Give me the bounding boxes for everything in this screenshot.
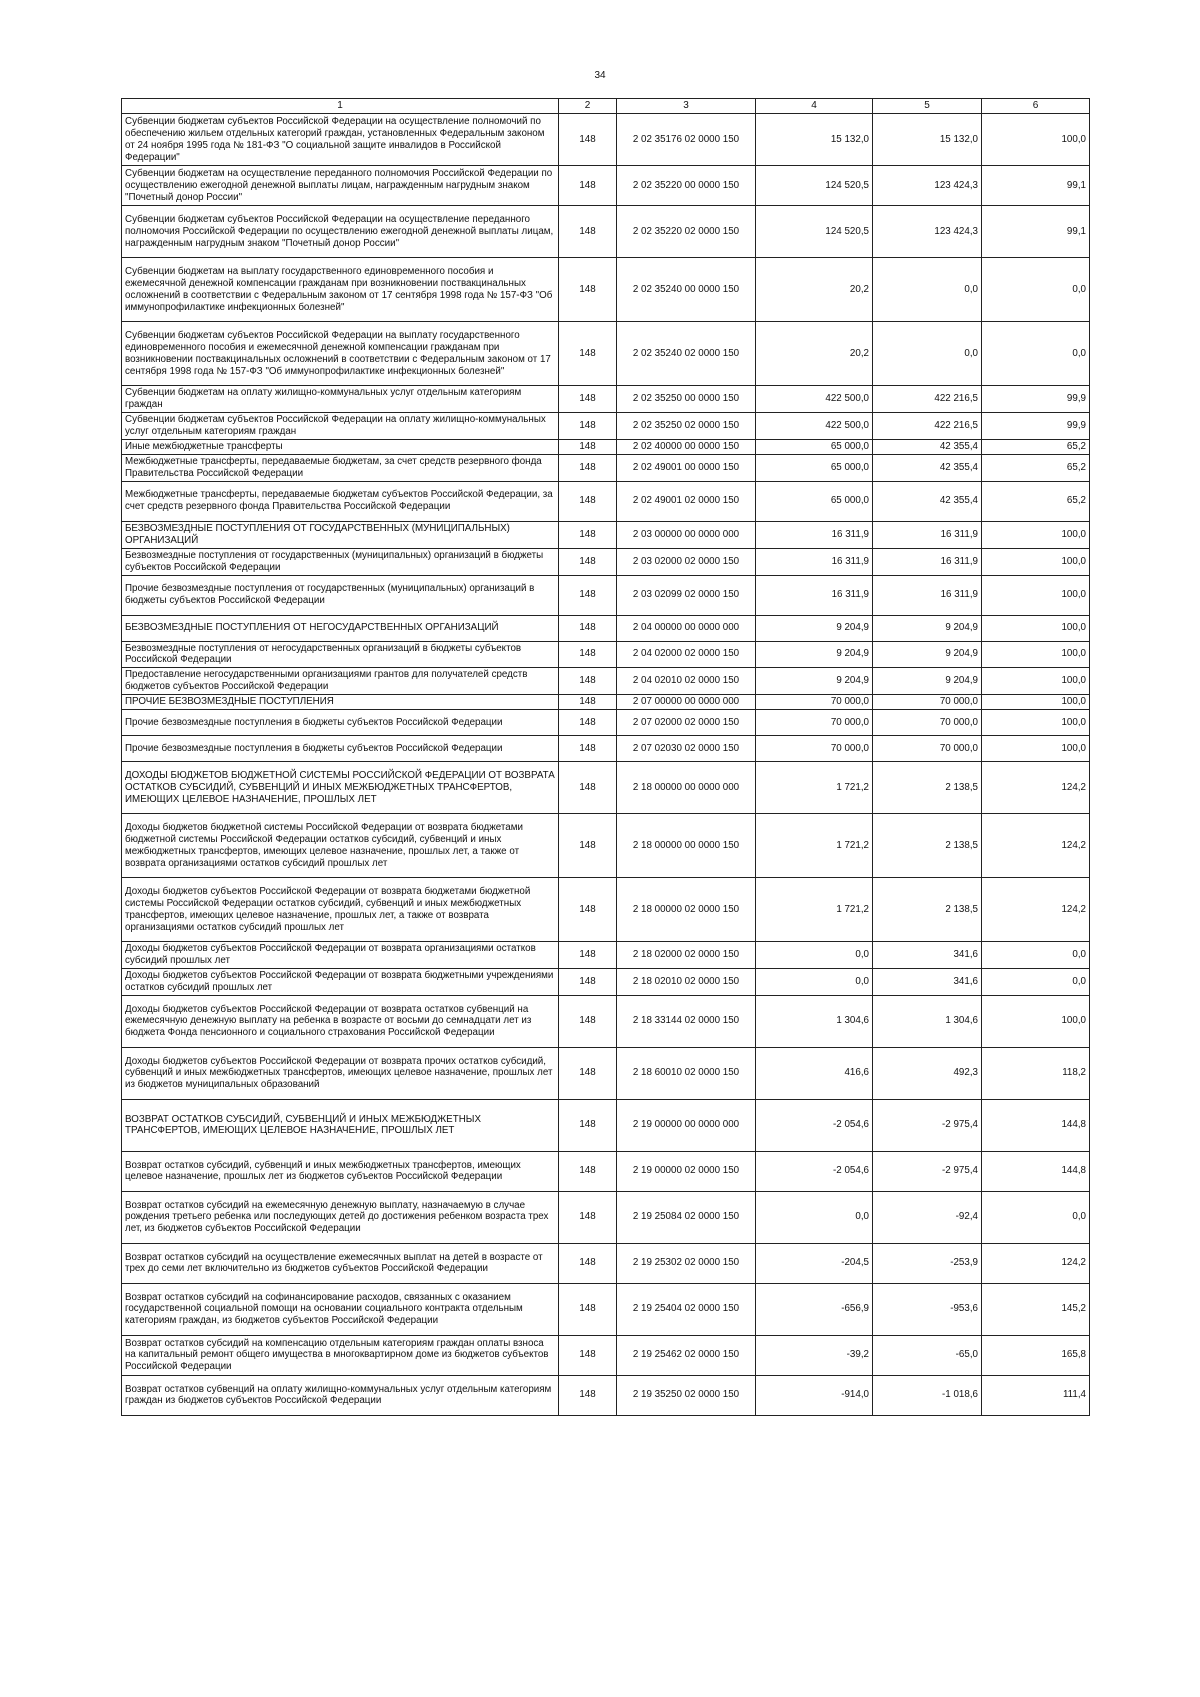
table-row [122, 1151, 1090, 1191]
row-name-cell: Возврат остатков субсидий на ежемесячную денежную выплату, назначаемую в случае рождения третьего ребенка или последующих детей до достижения ребенком возраста трех лет, из бюджетов субъектов Российской Федерации [122, 1191, 559, 1243]
table-row [122, 710, 1090, 736]
row-planned-cell: 0,0 [756, 942, 873, 969]
row-name-cell: Прочие безвозмездные поступления от государственных (муниципальных) организаций в бюджеты субъектов Российской Федерации [122, 575, 559, 615]
table-row [122, 1375, 1090, 1415]
row-name-cell: Субвенции бюджетам субъектов Российской Федерации на оплату жилищно-коммунальных услуг отдельным категориям граждан [122, 413, 559, 440]
row-actual-cell: 422 216,5 [873, 413, 982, 440]
row-admin-cell: 148 [559, 1191, 617, 1243]
row-code-cell: 2 18 60010 02 0000 150 [617, 1047, 756, 1099]
row-name-cell: Межбюджетные трансферты, передаваемые бюджетам субъектов Российской Федерации, за счет средств резервного фонда Правительства Российской Федерации [122, 481, 559, 521]
table-row [122, 1335, 1090, 1375]
row-planned-cell: -39,2 [756, 1335, 873, 1375]
row-percent-cell: 124,2 [982, 814, 1090, 878]
row-actual-cell: 70 000,0 [873, 695, 982, 710]
row-percent-cell: 99,1 [982, 166, 1090, 206]
row-admin-cell: 148 [559, 575, 617, 615]
row-planned-cell: 15 132,0 [756, 114, 873, 166]
row-percent-cell: 100,0 [982, 668, 1090, 695]
table-row [122, 615, 1090, 641]
row-code-cell: 2 18 02000 02 0000 150 [617, 942, 756, 969]
row-planned-cell: 0,0 [756, 969, 873, 996]
row-planned-cell: -914,0 [756, 1375, 873, 1415]
row-code-cell: 2 03 00000 00 0000 000 [617, 521, 756, 548]
row-actual-cell: 70 000,0 [873, 710, 982, 736]
row-admin-cell: 148 [559, 695, 617, 710]
table-row [122, 668, 1090, 695]
row-name-cell: Иные межбюджетные трансферты [122, 439, 559, 454]
row-admin-cell: 148 [559, 762, 617, 814]
table-row [122, 206, 1090, 258]
row-admin-cell: 148 [559, 814, 617, 878]
row-percent-cell: 99,1 [982, 206, 1090, 258]
table-row [122, 878, 1090, 942]
row-planned-cell: 16 311,9 [756, 575, 873, 615]
table-row [122, 695, 1090, 710]
row-actual-cell: 0,0 [873, 258, 982, 322]
row-admin-cell: 148 [559, 1283, 617, 1335]
row-planned-cell: 1 304,6 [756, 995, 873, 1047]
row-percent-cell: 0,0 [982, 258, 1090, 322]
column-number-header-row [122, 99, 1090, 114]
row-code-cell: 2 07 00000 00 0000 000 [617, 695, 756, 710]
row-code-cell: 2 04 02000 02 0000 150 [617, 641, 756, 668]
row-planned-cell: -656,9 [756, 1283, 873, 1335]
row-actual-cell: -2 975,4 [873, 1151, 982, 1191]
row-admin-cell: 148 [559, 942, 617, 969]
row-planned-cell: 20,2 [756, 322, 873, 386]
row-code-cell: 2 02 49001 00 0000 150 [617, 454, 756, 481]
row-code-cell: 2 07 02000 02 0000 150 [617, 710, 756, 736]
row-percent-cell: 100,0 [982, 736, 1090, 762]
table-row [122, 995, 1090, 1047]
row-actual-cell: 16 311,9 [873, 521, 982, 548]
row-code-cell: 2 02 35220 02 0000 150 [617, 206, 756, 258]
row-admin-cell: 148 [559, 1099, 617, 1151]
row-percent-cell: 100,0 [982, 615, 1090, 641]
row-percent-cell: 65,2 [982, 454, 1090, 481]
row-admin-cell: 148 [559, 668, 617, 695]
row-actual-cell: -2 975,4 [873, 1099, 982, 1151]
row-code-cell: 2 18 00000 02 0000 150 [617, 878, 756, 942]
row-admin-cell: 148 [559, 995, 617, 1047]
row-code-cell: 2 19 00000 02 0000 150 [617, 1151, 756, 1191]
row-actual-cell: 16 311,9 [873, 548, 982, 575]
row-name-cell: Доходы бюджетов субъектов Российской Федерации от возврата прочих остатков субсидий, субвенций и иных межбюджетных трансфертов, имеющих целевое назначение, прошлых лет из бюджетов муниципальных образований [122, 1047, 559, 1099]
table-row [122, 942, 1090, 969]
row-planned-cell: 422 500,0 [756, 413, 873, 440]
row-code-cell: 2 18 00000 00 0000 150 [617, 814, 756, 878]
row-admin-cell: 148 [559, 521, 617, 548]
row-percent-cell: 100,0 [982, 114, 1090, 166]
table-row [122, 1099, 1090, 1151]
row-name-cell: Доходы бюджетов субъектов Российской Федерации от возврата организациями остатков субсидий прошлых лет [122, 942, 559, 969]
row-percent-cell: 124,2 [982, 878, 1090, 942]
row-percent-cell: 100,0 [982, 995, 1090, 1047]
row-code-cell: 2 19 25302 02 0000 150 [617, 1243, 756, 1283]
row-admin-cell: 148 [559, 1151, 617, 1191]
row-admin-cell: 148 [559, 322, 617, 386]
row-actual-cell: 70 000,0 [873, 736, 982, 762]
row-percent-cell: 0,0 [982, 1191, 1090, 1243]
table-row [122, 969, 1090, 996]
table-row [122, 641, 1090, 668]
table-row [122, 481, 1090, 521]
row-actual-cell: 9 204,9 [873, 668, 982, 695]
row-name-cell: ДОХОДЫ БЮДЖЕТОВ БЮДЖЕТНОЙ СИСТЕМЫ РОССИЙСКОЙ ФЕДЕРАЦИИ ОТ ВОЗВРАТА ОСТАТКОВ СУБСИДИЙ, СУБВЕНЦИЙ И ИНЫХ МЕЖБЮДЖЕТНЫХ ТРАНСФЕРТОВ, ИМЕЮЩИХ ЦЕЛЕВОЕ НАЗНАЧЕНИЕ, ПРОШЛЫХ ЛЕТ [122, 762, 559, 814]
table-row [122, 762, 1090, 814]
row-name-cell: Субвенции бюджетам на выплату государственного единовременного пособия и ежемесячной денежной компенсации гражданам при возникновении поствакцинальных осложнений в соответствии с Федеральным законом от 17 сентября 1998 года № 157-ФЗ "Об иммунопрофилактике инфекционных болезней" [122, 258, 559, 322]
row-code-cell: 2 19 00000 00 0000 000 [617, 1099, 756, 1151]
row-actual-cell: 42 355,4 [873, 454, 982, 481]
row-code-cell: 2 04 02010 02 0000 150 [617, 668, 756, 695]
row-admin-cell: 148 [559, 413, 617, 440]
row-code-cell: 2 04 00000 00 0000 000 [617, 615, 756, 641]
row-admin-cell: 148 [559, 454, 617, 481]
row-planned-cell: 9 204,9 [756, 615, 873, 641]
row-planned-cell: 124 520,5 [756, 206, 873, 258]
row-actual-cell: 492,3 [873, 1047, 982, 1099]
row-planned-cell: 9 204,9 [756, 641, 873, 668]
row-code-cell: 2 02 35250 00 0000 150 [617, 386, 756, 413]
row-planned-cell: 1 721,2 [756, 762, 873, 814]
row-code-cell: 2 02 35250 02 0000 150 [617, 413, 756, 440]
row-percent-cell: 65,2 [982, 439, 1090, 454]
row-name-cell: Доходы бюджетов бюджетной системы Российской Федерации от возврата бюджетами бюджетной системы Российской Федерации остатков субсидий, субвенций и иных межбюджетных трансфертов, имеющих целевое назначение, прошлых лет, а также от возврата организациями остатков субсидий прошлых лет [122, 814, 559, 878]
row-name-cell: Возврат остатков субвенций на оплату жилищно-коммунальных услуг отдельным категориям граждан из бюджетов субъектов Российской Федерации [122, 1375, 559, 1415]
row-admin-cell: 148 [559, 386, 617, 413]
row-admin-cell: 148 [559, 1335, 617, 1375]
table-row [122, 736, 1090, 762]
row-actual-cell: 16 311,9 [873, 575, 982, 615]
row-name-cell: Возврат остатков субсидий, субвенций и иных межбюджетных трансфертов, имеющих целевое назначение, прошлых лет из бюджетов субъектов Российской Федерации [122, 1151, 559, 1191]
row-name-cell: Субвенции бюджетам субъектов Российской Федерации на выплату государственного единовременного пособия и ежемесячной денежной компенсации гражданам при возникновении поствакцинальных осложнений в соответствии с Федеральным законом от 17 сентября 1998 года № 157-ФЗ "Об иммунопрофилактике инфекционных болезней" [122, 322, 559, 386]
row-actual-cell: 42 355,4 [873, 481, 982, 521]
row-admin-cell: 148 [559, 1243, 617, 1283]
row-actual-cell: 422 216,5 [873, 386, 982, 413]
row-planned-cell: 70 000,0 [756, 695, 873, 710]
row-name-cell: Доходы бюджетов субъектов Российской Федерации от возврата бюджетными учреждениями остатков субсидий прошлых лет [122, 969, 559, 996]
row-planned-cell: 20,2 [756, 258, 873, 322]
budget-execution-table [121, 98, 1090, 1416]
row-name-cell: БЕЗВОЗМЕЗДНЫЕ ПОСТУПЛЕНИЯ ОТ НЕГОСУДАРСТВЕННЫХ ОРГАНИЗАЦИЙ [122, 615, 559, 641]
row-actual-cell: 9 204,9 [873, 615, 982, 641]
row-admin-cell: 148 [559, 615, 617, 641]
row-name-cell: ВОЗВРАТ ОСТАТКОВ СУБСИДИЙ, СУБВЕНЦИЙ И ИНЫХ МЕЖБЮДЖЕТНЫХ ТРАНСФЕРТОВ, ИМЕЮЩИХ ЦЕЛЕВОЕ НАЗНАЧЕНИЕ, ПРОШЛЫХ ЛЕТ [122, 1099, 559, 1151]
column-header: 5 [873, 99, 982, 114]
table-row [122, 386, 1090, 413]
row-percent-cell: 165,8 [982, 1335, 1090, 1375]
row-percent-cell: 100,0 [982, 521, 1090, 548]
table-row [122, 322, 1090, 386]
row-actual-cell: 15 132,0 [873, 114, 982, 166]
row-admin-cell: 148 [559, 736, 617, 762]
row-actual-cell: 1 304,6 [873, 995, 982, 1047]
row-code-cell: 2 02 40000 00 0000 150 [617, 439, 756, 454]
row-code-cell: 2 02 49001 02 0000 150 [617, 481, 756, 521]
table-row [122, 258, 1090, 322]
row-code-cell: 2 07 02030 02 0000 150 [617, 736, 756, 762]
row-percent-cell: 0,0 [982, 322, 1090, 386]
column-header: 6 [982, 99, 1090, 114]
row-admin-cell: 148 [559, 166, 617, 206]
row-name-cell: ПРОЧИЕ БЕЗВОЗМЕЗДНЫЕ ПОСТУПЛЕНИЯ [122, 695, 559, 710]
row-planned-cell: 70 000,0 [756, 736, 873, 762]
row-code-cell: 2 03 02000 02 0000 150 [617, 548, 756, 575]
row-actual-cell: -253,9 [873, 1243, 982, 1283]
table-row [122, 1047, 1090, 1099]
table-row [122, 439, 1090, 454]
row-code-cell: 2 19 25084 02 0000 150 [617, 1191, 756, 1243]
row-actual-cell: 341,6 [873, 942, 982, 969]
row-admin-cell: 148 [559, 206, 617, 258]
row-name-cell: Доходы бюджетов субъектов Российской Федерации от возврата бюджетами бюджетной системы Российской Федерации остатков субсидий, субвенций и иных межбюджетных трансфертов, имеющих целевое назначение, прошлых лет, а также от возврата организациями остатков субсидий прошлых лет [122, 878, 559, 942]
row-actual-cell: -1 018,6 [873, 1375, 982, 1415]
row-planned-cell: 65 000,0 [756, 454, 873, 481]
row-code-cell: 2 18 02010 02 0000 150 [617, 969, 756, 996]
row-name-cell: Субвенции бюджетам на оплату жилищно-коммунальных услуг отдельным категориям граждан [122, 386, 559, 413]
row-code-cell: 2 19 25404 02 0000 150 [617, 1283, 756, 1335]
row-admin-cell: 148 [559, 114, 617, 166]
row-percent-cell: 99,9 [982, 386, 1090, 413]
row-code-cell: 2 03 02099 02 0000 150 [617, 575, 756, 615]
row-name-cell: Прочие безвозмездные поступления в бюджеты субъектов Российской Федерации [122, 710, 559, 736]
table-row [122, 521, 1090, 548]
row-planned-cell: 9 204,9 [756, 668, 873, 695]
row-planned-cell: 416,6 [756, 1047, 873, 1099]
row-actual-cell: 2 138,5 [873, 762, 982, 814]
row-admin-cell: 148 [559, 1047, 617, 1099]
table-row [122, 166, 1090, 206]
table-row [122, 1191, 1090, 1243]
row-actual-cell: 123 424,3 [873, 166, 982, 206]
column-header: 3 [617, 99, 756, 114]
page-number: 34 [594, 70, 606, 81]
row-percent-cell: 145,2 [982, 1283, 1090, 1335]
row-name-cell: Межбюджетные трансферты, передаваемые бюджетам, за счет средств резервного фонда Правительства Российской Федерации [122, 454, 559, 481]
row-percent-cell: 100,0 [982, 695, 1090, 710]
row-percent-cell: 0,0 [982, 969, 1090, 996]
row-admin-cell: 148 [559, 1375, 617, 1415]
row-actual-cell: 2 138,5 [873, 878, 982, 942]
row-admin-cell: 148 [559, 481, 617, 521]
row-code-cell: 2 02 35176 02 0000 150 [617, 114, 756, 166]
row-name-cell: Предоставление негосударственными организациями грантов для получателей средств бюджетов субъектов Российской Федерации [122, 668, 559, 695]
row-planned-cell: 1 721,2 [756, 814, 873, 878]
row-name-cell: Возврат остатков субсидий на компенсацию отдельным категориям граждан оплаты взноса на капитальный ремонт общего имущества в многоквартирном доме из бюджетов субъектов Российской Федерации [122, 1335, 559, 1375]
row-percent-cell: 100,0 [982, 641, 1090, 668]
row-name-cell: Возврат остатков субсидий на софинансирование расходов, связанных с оказанием государственной социальной помощи на основании социального контракта отдельным категориям граждан, из бюджетов субъектов Российской Федерации [122, 1283, 559, 1335]
row-admin-cell: 148 [559, 548, 617, 575]
row-admin-cell: 148 [559, 710, 617, 736]
row-code-cell: 2 02 35240 02 0000 150 [617, 322, 756, 386]
row-percent-cell: 100,0 [982, 575, 1090, 615]
row-percent-cell: 111,4 [982, 1375, 1090, 1415]
row-name-cell: Прочие безвозмездные поступления в бюджеты субъектов Российской Федерации [122, 736, 559, 762]
row-percent-cell: 144,8 [982, 1151, 1090, 1191]
row-actual-cell: -65,0 [873, 1335, 982, 1375]
column-header: 2 [559, 99, 617, 114]
row-name-cell: Субвенции бюджетам субъектов Российской Федерации на осуществление переданного полномочия Российской Федерации по осуществлению ежегодной денежной выплаты лицам, награжденным нагрудным знаком "Почетный донор России" [122, 206, 559, 258]
row-code-cell: 2 19 25462 02 0000 150 [617, 1335, 756, 1375]
row-planned-cell: -2 054,6 [756, 1151, 873, 1191]
row-code-cell: 2 02 35240 00 0000 150 [617, 258, 756, 322]
row-name-cell: Субвенции бюджетам субъектов Российской Федерации на осуществление полномочий по обеспечению жильем отдельных категорий граждан, установленных Федеральным законом от 24 ноября 1995 года № 181-ФЗ "О социальной защите инвалидов в Российской Федерации" [122, 114, 559, 166]
row-planned-cell: 65 000,0 [756, 481, 873, 521]
row-percent-cell: 65,2 [982, 481, 1090, 521]
row-name-cell: Безвозмездные поступления от государственных (муниципальных) организаций в бюджеты субъектов Российской Федерации [122, 548, 559, 575]
row-planned-cell: 422 500,0 [756, 386, 873, 413]
row-planned-cell: 65 000,0 [756, 439, 873, 454]
row-admin-cell: 148 [559, 641, 617, 668]
table-row [122, 114, 1090, 166]
row-actual-cell: 0,0 [873, 322, 982, 386]
row-planned-cell: 0,0 [756, 1191, 873, 1243]
row-actual-cell: 9 204,9 [873, 641, 982, 668]
row-percent-cell: 99,9 [982, 413, 1090, 440]
row-percent-cell: 0,0 [982, 942, 1090, 969]
row-code-cell: 2 19 35250 02 0000 150 [617, 1375, 756, 1415]
row-percent-cell: 118,2 [982, 1047, 1090, 1099]
row-name-cell: Доходы бюджетов субъектов Российской Федерации от возврата остатков субвенций на ежемесячную денежную выплату на ребенка в возрасте от восьми до семнадцати лет из бюджета Фонда пенсионного и социального страхования Российской Федерации [122, 995, 559, 1047]
row-planned-cell: 16 311,9 [756, 521, 873, 548]
row-planned-cell: 1 721,2 [756, 878, 873, 942]
row-name-cell: БЕЗВОЗМЕЗДНЫЕ ПОСТУПЛЕНИЯ ОТ ГОСУДАРСТВЕННЫХ (МУНИЦИПАЛЬНЫХ) ОРГАНИЗАЦИЙ [122, 521, 559, 548]
row-code-cell: 2 02 35220 00 0000 150 [617, 166, 756, 206]
row-percent-cell: 124,2 [982, 762, 1090, 814]
row-percent-cell: 124,2 [982, 1243, 1090, 1283]
row-percent-cell: 144,8 [982, 1099, 1090, 1151]
row-admin-cell: 148 [559, 878, 617, 942]
row-planned-cell: 124 520,5 [756, 166, 873, 206]
table-row [122, 814, 1090, 878]
table-row [122, 413, 1090, 440]
row-admin-cell: 148 [559, 969, 617, 996]
table-body [122, 114, 1090, 1416]
table-row [122, 454, 1090, 481]
row-planned-cell: -2 054,6 [756, 1099, 873, 1151]
column-header: 1 [122, 99, 559, 114]
table-row [122, 1243, 1090, 1283]
row-name-cell: Субвенции бюджетам на осуществление переданного полномочия Российской Федерации по осуществлению ежегодной денежной выплаты лицам, награжденным нагрудным знаком "Почетный донор России" [122, 166, 559, 206]
row-actual-cell: 123 424,3 [873, 206, 982, 258]
row-planned-cell: -204,5 [756, 1243, 873, 1283]
row-code-cell: 2 18 33144 02 0000 150 [617, 995, 756, 1047]
row-code-cell: 2 18 00000 00 0000 000 [617, 762, 756, 814]
row-name-cell: Возврат остатков субсидий на осуществление ежемесячных выплат на детей в возрасте от трех до семи лет включительно из бюджетов субъектов Российской Федерации [122, 1243, 559, 1283]
row-actual-cell: 42 355,4 [873, 439, 982, 454]
row-name-cell: Безвозмездные поступления от негосударственных организаций в бюджеты субъектов Российской Федерации [122, 641, 559, 668]
row-admin-cell: 148 [559, 439, 617, 454]
row-percent-cell: 100,0 [982, 710, 1090, 736]
row-planned-cell: 16 311,9 [756, 548, 873, 575]
column-header: 4 [756, 99, 873, 114]
table-row [122, 548, 1090, 575]
row-admin-cell: 148 [559, 258, 617, 322]
row-actual-cell: -953,6 [873, 1283, 982, 1335]
row-actual-cell: 2 138,5 [873, 814, 982, 878]
row-actual-cell: -92,4 [873, 1191, 982, 1243]
row-planned-cell: 70 000,0 [756, 710, 873, 736]
table-row [122, 1283, 1090, 1335]
table-row [122, 575, 1090, 615]
row-percent-cell: 100,0 [982, 548, 1090, 575]
row-actual-cell: 341,6 [873, 969, 982, 996]
